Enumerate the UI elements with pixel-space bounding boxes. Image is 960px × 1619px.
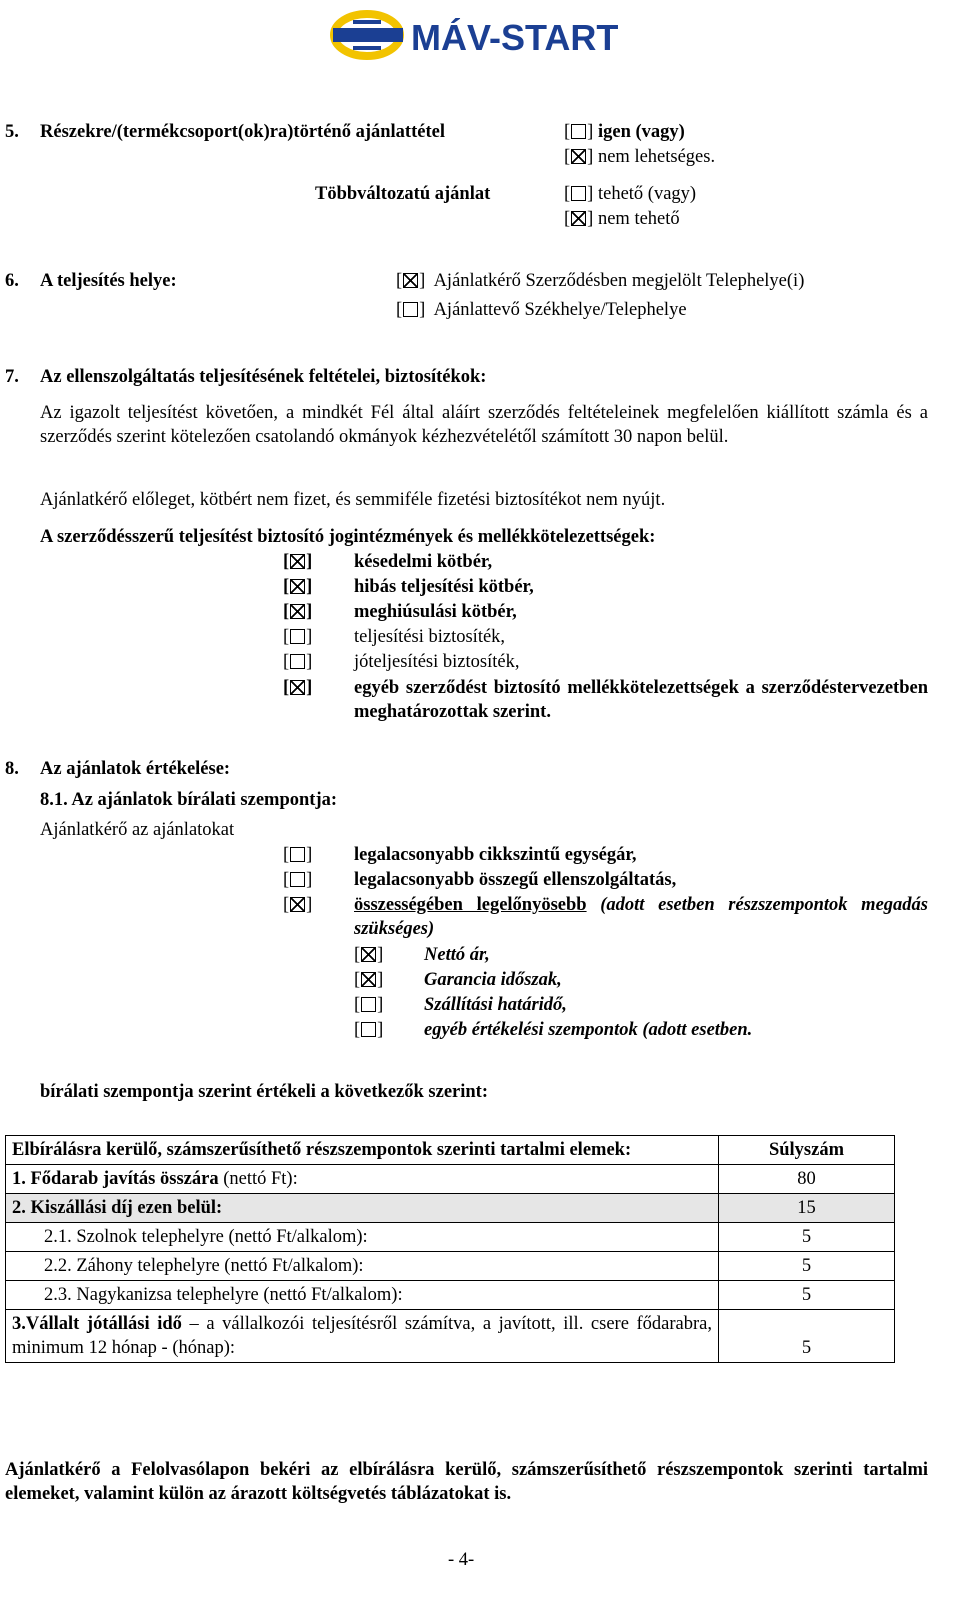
table-row	[6, 1165, 895, 1194]
s7-item: [ ]	[283, 552, 313, 572]
s5-alt-label: Többváltozatú ajánlat	[315, 184, 491, 204]
s5-alt-option-yes: [ ] tehető (vagy)	[564, 184, 697, 204]
s8-sub-title: 8.1. Az ajánlatok bírálati szempontja:	[40, 790, 338, 810]
s7-paragraph-1: Az igazolt teljesítést követően, a mindkét Fél által aláírt szerződés feltételeinek megfelelően kiállított számla és a szerződés szerint kötelezően csatolandó okmányok kézhezvételétől számított 30 napon belül.	[40, 403, 928, 447]
footer-paragraph: Ajánlatkérő a Felolvasólapon bekéri az elbírálásra kerülő, számszerűsíthető részszempontok szerinti tartalmi elemeket, valamint külön az árazott költségvetés táblázatokat is.	[5, 1460, 928, 1504]
checkbox-unchecked-icon[interactable]	[290, 654, 305, 669]
table-cell: 2. Kiszállási díj ezen belül:	[6, 1194, 719, 1223]
checkbox-unchecked-icon[interactable]	[361, 1022, 376, 1037]
table-value: 80	[719, 1165, 895, 1194]
s8-intro: Ajánlatkérő az ajánlatokat	[40, 820, 235, 840]
s8-option-3-label: összességében legelőnyösebb (adott esetben részszempontok megadás szükséges)	[354, 895, 928, 939]
s5-option-no: [ ] nem lehetséges.	[564, 147, 716, 167]
table-row	[6, 1310, 895, 1363]
s7-item: [ ]	[283, 652, 313, 672]
checkbox-checked-icon[interactable]	[290, 897, 305, 912]
table-value: 5	[719, 1223, 895, 1252]
s8-sub-option-label: Szállítási határidő,	[424, 995, 567, 1015]
mav-start-logo	[333, 4, 619, 66]
s5-option-yes: [ ] igen (vagy)	[564, 122, 685, 142]
s8-sub-option: [ ]	[354, 945, 384, 965]
s8-sub-option: [ ]	[354, 1020, 384, 1040]
checkbox-checked-icon[interactable]	[571, 149, 586, 164]
s7-item: [ ]	[283, 602, 313, 622]
page-number: - 4-	[448, 1550, 475, 1570]
s8-option: [ ]	[283, 870, 313, 890]
checkbox-checked-icon[interactable]	[290, 604, 305, 619]
s8-option-label: legalacsonyabb cikkszintű egységár,	[354, 845, 637, 865]
table-header-left: Elbírálásra kerülő, számszerűsíthető részszempontok szerinti tartalmi elemek:	[6, 1136, 719, 1165]
checkbox-checked-icon[interactable]	[290, 680, 305, 695]
s6-number: 6.	[5, 271, 19, 291]
s7-item-label: teljesítési biztosíték,	[354, 627, 506, 647]
checkbox-checked-icon[interactable]	[403, 273, 418, 288]
s7-item-label: meghiúsulási kötbér,	[354, 602, 517, 622]
checkbox-unchecked-icon[interactable]	[290, 629, 305, 644]
table-value: 5	[719, 1281, 895, 1310]
s7-item-label: jóteljesítési biztosíték,	[354, 652, 520, 672]
s8-sub-option: [ ]	[354, 995, 384, 1015]
s5-number: 5.	[5, 122, 19, 142]
table-row	[6, 1281, 895, 1310]
table-cell: 2.3. Nagykanizsa telephelyre (nettó Ft/alkalom):	[6, 1281, 719, 1310]
table-header-row	[6, 1136, 895, 1165]
s8-sub-option-label: egyéb értékelési szempontok (adott esetben.	[424, 1020, 753, 1040]
checkbox-checked-icon[interactable]	[571, 211, 586, 226]
table-cell: 3.Vállalt jótállási idő – a vállalkozói teljesítésről számítva, a javított, ill. csere fődarabra, minimum 12 hónap - (hónap):	[6, 1310, 719, 1363]
checkbox-unchecked-icon[interactable]	[571, 124, 586, 139]
s7-item: [ ]	[283, 627, 313, 647]
s7-item-label: késedelmi kötbér,	[354, 552, 493, 572]
checkbox-checked-icon[interactable]	[290, 554, 305, 569]
checkbox-checked-icon[interactable]	[361, 947, 376, 962]
s8-option-label: legalacsonyabb összegű ellenszolgáltatás,	[354, 870, 677, 890]
table-cell: 2.2. Záhony telephelyre (nettó Ft/alkalom):	[6, 1252, 719, 1281]
table-value: 5	[719, 1252, 895, 1281]
s8-title: Az ajánlatok értékelése:	[40, 759, 231, 779]
s7-paragraph-2: Ajánlatkérő előleget, kötbért nem fizet, és semmiféle fizetési biztosítékot nem nyújt.	[40, 490, 666, 510]
logo-text: MÁV-START	[411, 17, 619, 58]
table-value: 15	[719, 1194, 895, 1223]
s6-title: A teljesítés helye:	[40, 271, 177, 291]
checkbox-unchecked-icon[interactable]	[571, 186, 586, 201]
table-row	[6, 1194, 895, 1223]
s6-option-1: [ ] Ajánlatkérő Szerződésben megjelölt Telephelye(i)	[396, 271, 805, 291]
s8-conclusion: bírálati szempontja szerint értékeli a következők szerint:	[40, 1082, 489, 1102]
s7-title: Az ellenszolgáltatás teljesítésének feltételei, biztosítékok:	[40, 367, 487, 387]
s8-sub-option: [ ]	[354, 970, 384, 990]
checkbox-unchecked-icon[interactable]	[290, 847, 305, 862]
s8-sub-option-label: Nettó ár,	[424, 945, 490, 965]
s5-alt-option-no: [ ] nem tehető	[564, 209, 680, 229]
s7-last-item-label: egyéb szerződést biztosító mellékkötelezettségek a szerződéstervezetben meghatározottak szerint.	[354, 678, 928, 722]
table-row	[6, 1223, 895, 1252]
s8-option: [ ]	[283, 845, 313, 865]
checkbox-unchecked-icon[interactable]	[290, 872, 305, 887]
table-cell: 2.1. Szolnok telephelyre (nettó Ft/alkalom):	[6, 1223, 719, 1252]
s7-guarantee-title: A szerződésszerű teljesítést biztosító jogintézmények és mellékkötelezettségek:	[40, 527, 656, 547]
s6-option-2: [ ] Ajánlattevő Székhelye/Telephelye	[396, 300, 687, 320]
table-value: 5	[719, 1310, 895, 1363]
criteria-table	[5, 1135, 895, 1363]
s7-item: [ ]	[283, 678, 313, 698]
checkbox-unchecked-icon[interactable]	[403, 302, 418, 317]
s8-number: 8.	[5, 759, 19, 779]
checkbox-unchecked-icon[interactable]	[361, 997, 376, 1012]
table-row	[6, 1252, 895, 1281]
checkbox-checked-icon[interactable]	[290, 579, 305, 594]
s7-item: [ ]	[283, 577, 313, 597]
checkbox-checked-icon[interactable]	[361, 972, 376, 987]
s5-title: Részekre/(termékcsoport(ok)ra)történő ajánlattétel	[40, 122, 445, 142]
table-cell: 1. Fődarab javítás összára (nettó Ft):	[6, 1165, 719, 1194]
s7-number: 7.	[5, 367, 19, 387]
s8-option: [ ]	[283, 895, 313, 915]
table-header-right: Súlyszám	[719, 1136, 895, 1165]
s8-sub-option-label: Garancia időszak,	[424, 970, 562, 990]
s7-item-label: hibás teljesítési kötbér,	[354, 577, 534, 597]
